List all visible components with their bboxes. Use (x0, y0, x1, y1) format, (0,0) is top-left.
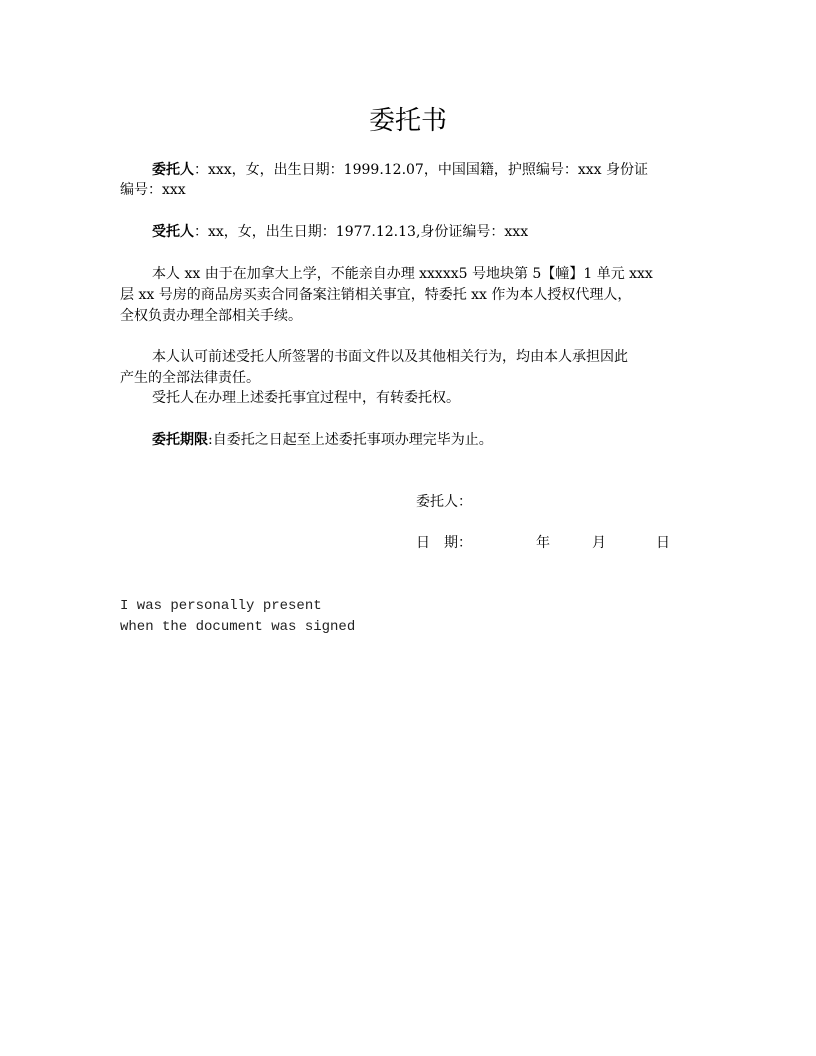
body1-line-2: 层 xx 号房的商品房买卖合同备案注销相关事宜，特委托 xx 作为本人授权代理人， (120, 287, 632, 303)
principal-line-1 (152, 160, 648, 181)
principal-info: ：xxx，女，出生日期：1999.12.07，中国国籍，护照编号：xxx 身份证 (194, 162, 648, 178)
body1-line-1: 本人 xx 由于在加拿大上学，不能亲自办理 xxxxx5 号地块第 5【幢】1 单元 xxx (152, 266, 653, 282)
note-line-2: when the document was signed (120, 619, 356, 635)
agent-line (152, 222, 528, 243)
date-month: 月 (592, 535, 606, 551)
document-title: 委托书 (368, 106, 447, 136)
body2-line-1: 本人认可前述受托人所签署的书面文件以及其他相关行为，均由本人承担因此 (152, 349, 628, 365)
body1-line-3: 全权负责办理全部相关手续。 (120, 308, 302, 324)
term-line (152, 430, 493, 451)
body3-line: 受托人在办理上述委托事宜过程中，有转委托权。 (152, 390, 460, 406)
date-day: 日 (656, 535, 670, 551)
term-label: 委托期限 (152, 432, 208, 448)
note-line-1: I was personally present (120, 598, 322, 614)
principal-line-2: 编号：xxx (120, 182, 186, 198)
date-year: 年 (536, 535, 550, 551)
term-text: :自委托之日起至上述委托事项办理完毕为止。 (208, 432, 493, 448)
date-label: 日 期： (416, 535, 472, 551)
body2-line-2: 产生的全部法律责任。 (120, 370, 260, 386)
agent-label: 受托人 (152, 224, 194, 240)
principal-label: 委托人 (152, 162, 194, 178)
signer-label: 委托人： (416, 494, 472, 510)
agent-info: ：xx，女，出生日期：1977.12.13,身份证编号：xxx (194, 224, 529, 240)
